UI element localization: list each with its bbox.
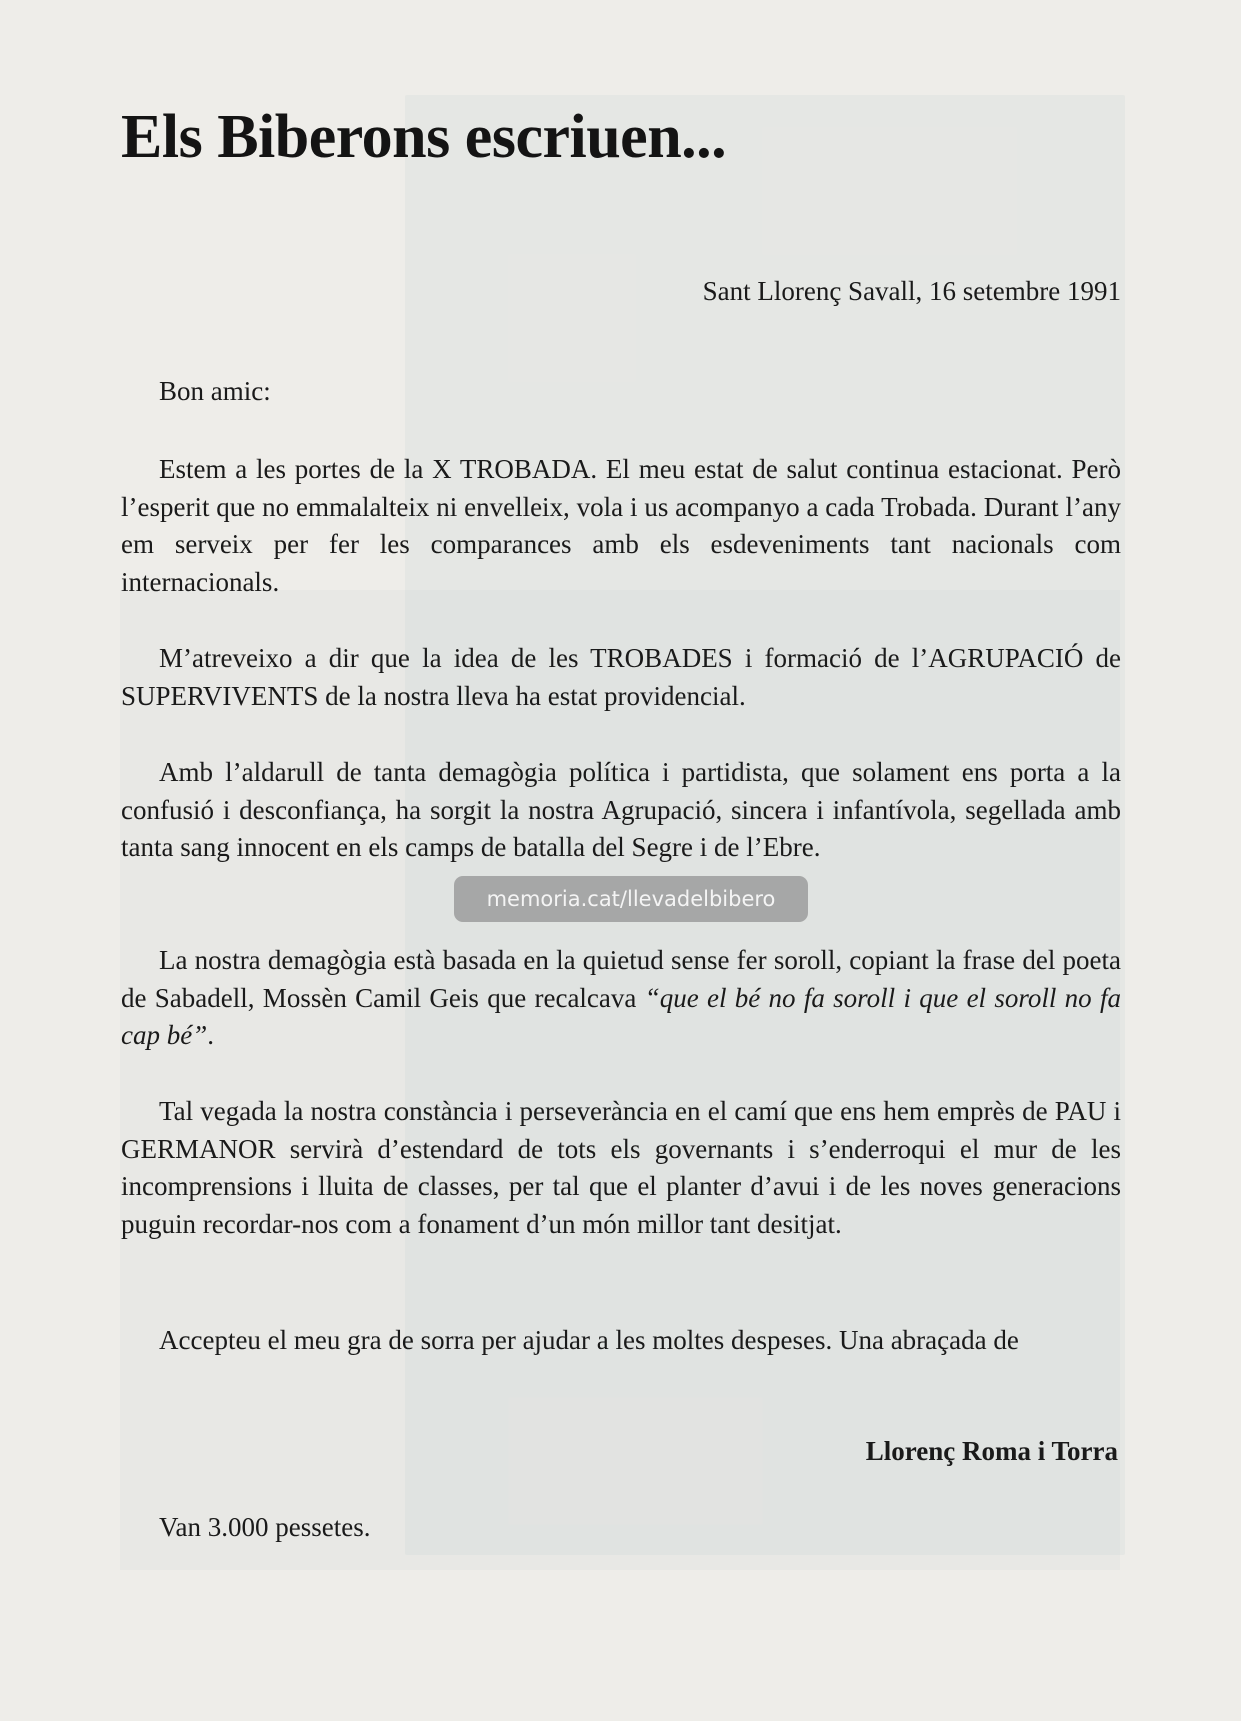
letter-paragraph xyxy=(121,942,1121,1055)
letter-dateline: Sant Llorenç Savall, 16 setembre 1991 xyxy=(702,276,1121,306)
letter-signature: Llorenç Roma i Torra xyxy=(865,1436,1118,1466)
letter-salutation: Bon amic: xyxy=(159,376,271,406)
paragraph-text: La nostra demagògia està basada en la quietud sense fer soroll, copiant la frase del poeta de Sabadell, Mossèn Camil Geis que recalcava xyxy=(121,945,1121,1013)
letter-paragraph: Estem a les portes de la X TROBADA. El meu estat de salut continua estacionat. Però l’esperit que no emmalalteix ni envelleix, vola i us acompanyo a cada Trobada. Durant l’any em serveix per fer les comparances amb els esdeveniments tant nacionals com internacionals. xyxy=(121,454,1121,597)
letter-paragraph: Accepteu el meu gra de sorra per ajudar a les moltes despeses. Una abraçada de xyxy=(159,1325,1019,1355)
letter-paragraph: M’atreveixo a dir que la idea de les TROBADES i formació de l’AGRUPACIÓ de SUPERVIVENTS de la nostra lleva ha estat providencial. xyxy=(121,643,1121,711)
source-watermark-link[interactable]: memoria.cat/llevadelbibero xyxy=(454,876,808,922)
reverse-side-bleed-through-lower xyxy=(120,590,1120,1570)
paragraph-text: . xyxy=(207,1020,214,1050)
letter-paragraph: Tal vegada la nostra constància i perseverància en el camí que ens hem emprès de PAU i GERMANOR servirà d’estendard de tots els governants i s’enderroqui el mur de les incomprensions i lluita de classes, per tal que el planter d’avui i de les noves generacions puguin recordar-nos com a fonament d’un món millor tant desitjat. xyxy=(121,1096,1121,1239)
page-title: Els Biberons escriuen... xyxy=(121,103,727,171)
quoted-phrase: “que el bé no fa soroll i que el soroll no fa cap bé” xyxy=(121,982,1121,1050)
letter-paragraph: Amb l’aldarull de tanta demagògia política i partidista, que solament ens porta a la confusió i desconfiança, ha sorgit la nostra Agrupació, sincera i infantívola, segellada amb tanta sang innocent en els camps de batalla del Segre i de l’Ebre. xyxy=(121,757,1121,862)
letter-postscript: Van 3.000 pessetes. xyxy=(159,1512,371,1542)
